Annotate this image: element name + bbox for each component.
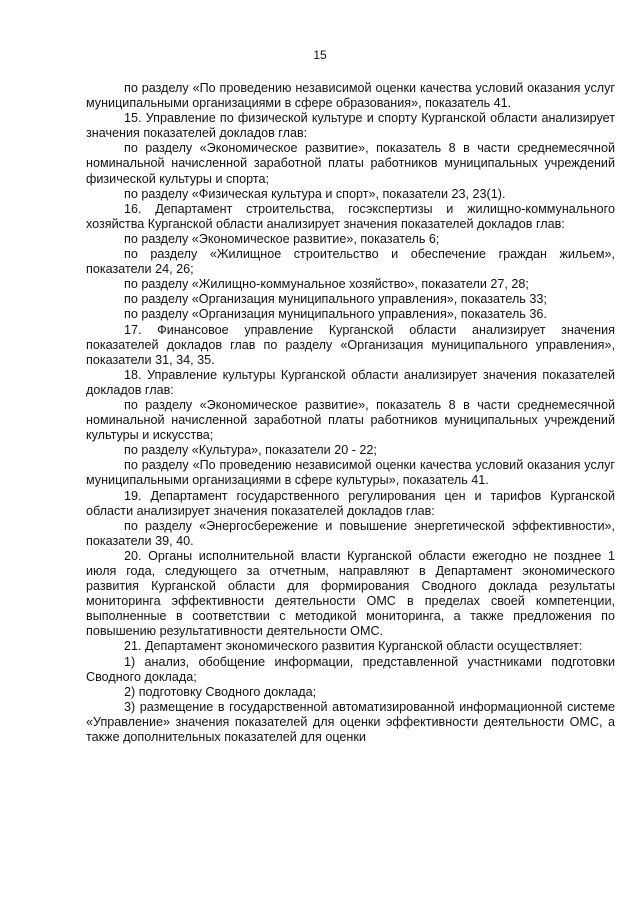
paragraph: 20. Органы исполнительной власти Курганской области ежегодно не позднее 1 июля года, следующего за отчетным, направляют в Департамент экономического развития Курганской области для формирования Сводного доклада результаты мониторинга эффективности деятельности ОМС в пределах своей компетенции, выполненные в соответствии с методикой мониторинга, а также предложения по повышению результативности деятельности ОМС. bbox=[86, 548, 615, 639]
paragraph: 15. Управление по физической культуре и спорту Курганской области анализирует значения показателей докладов глав: bbox=[86, 111, 615, 141]
paragraph: 2) подготовку Сводного доклада; bbox=[124, 684, 317, 699]
paragraph: по разделу «Культура», показатели 20 - 22; bbox=[124, 443, 377, 458]
paragraph: по разделу «Экономическое развитие», показатель 6; bbox=[124, 231, 440, 246]
paragraph: 1) анализ, обобщение информации, представленной участниками подготовки Сводного доклада; bbox=[86, 654, 615, 684]
paragraph: по разделу «Физическая культура и спорт», показатели 23, 23(1). bbox=[124, 186, 506, 201]
paragraph: по разделу «Организация муниципального управления», показатель 33; bbox=[124, 292, 547, 307]
paragraph: по разделу «Энергосбережение и повышение энергетической эффективности», показатели 39, 40. bbox=[86, 518, 615, 548]
paragraph: 18. Управление культуры Курганской области анализирует значения показателей докладов глав: bbox=[86, 367, 615, 397]
paragraph: по разделу «Жилищное строительство и обеспечение граждан жильем», показатели 24, 26; bbox=[86, 247, 615, 277]
paragraph: по разделу «Экономическое развитие», показатель 8 в части среднемесячной номинальной начисленной заработной платы работников муниципальных учреждений культуры и искусства; bbox=[86, 397, 615, 443]
paragraph: по разделу «Жилищно-коммунальное хозяйство», показатели 27, 28; bbox=[124, 277, 529, 292]
paragraph: 16. Департамент строительства, госэкспертизы и жилищно-коммунального хозяйства Курганской области анализирует значения показателей докладов глав: bbox=[86, 201, 615, 231]
paragraph: по разделу «По проведению независимой оценки качества условий оказания услуг муниципальными организациями в сфере образования», показатель 41. bbox=[86, 81, 615, 111]
paragraph: 19. Департамент государственного регулирования цен и тарифов Курганской области анализирует значения показателей докладов глав: bbox=[86, 488, 615, 518]
paragraph: по разделу «По проведению независимой оценки качества условий оказания услуг муниципальными организациями в сфере культуры», показатель 41. bbox=[86, 458, 615, 488]
paragraph: 21. Департамент экономического развития Курганской области осуществляет: bbox=[124, 639, 583, 654]
paragraph: 3) размещение в государственной автоматизированной информационной системе «Управление» значения показателей для оценки эффективности деятельности ОМС, а также дополнительных показателей для оценки bbox=[86, 699, 615, 745]
paragraph: 17. Финансовое управление Курганской области анализирует значения показателей докладов глав по разделу «Организация муниципального управления», показатели 31, 34, 35. bbox=[86, 322, 615, 367]
page-number: 15 bbox=[313, 48, 327, 62]
paragraph: по разделу «Экономическое развитие», показатель 8 в части среднемесячной номинальной начисленной заработной платы работников муниципальных учреждений физической культуры и спорта; bbox=[86, 141, 615, 186]
paragraph: по разделу «Организация муниципального управления», показатель 36. bbox=[124, 307, 547, 322]
document-body bbox=[86, 81, 615, 745]
